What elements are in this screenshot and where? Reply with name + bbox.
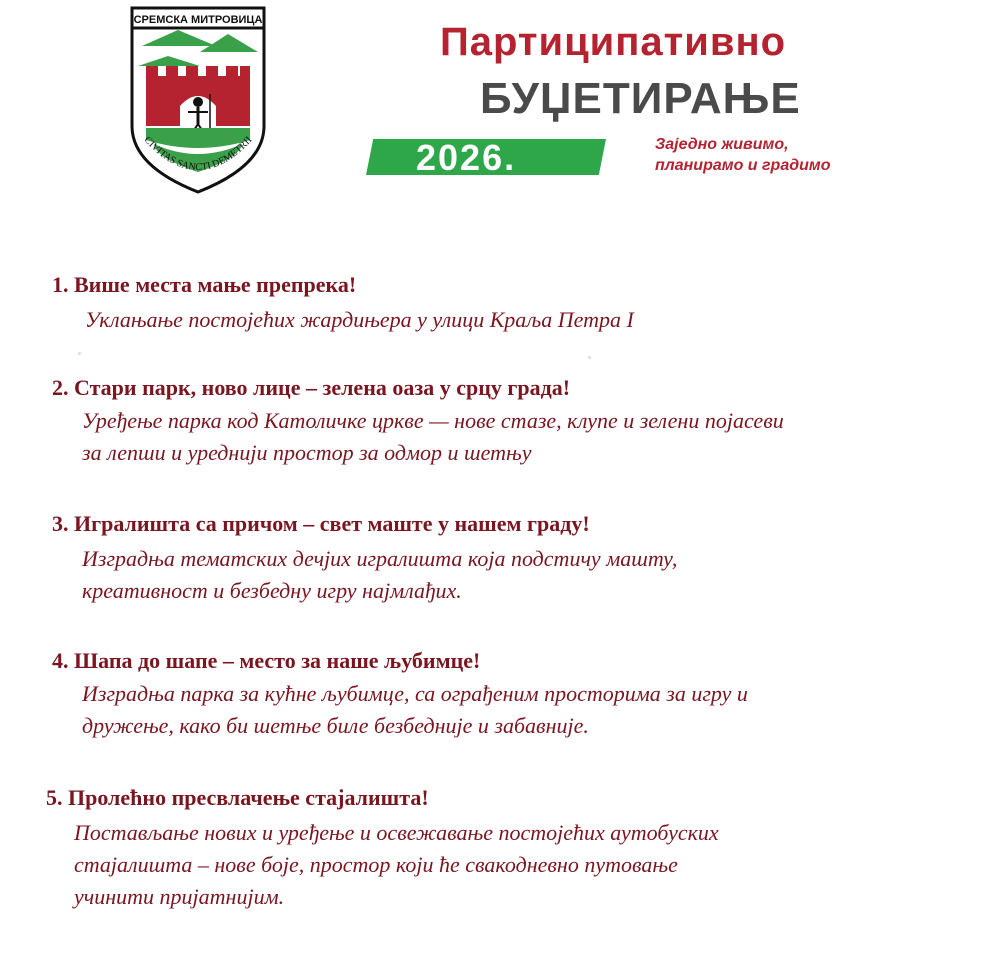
project-description	[82, 678, 748, 742]
project-description	[82, 405, 784, 469]
slogan	[655, 134, 831, 176]
project-item-1	[52, 272, 634, 336]
speck	[588, 356, 591, 359]
project-description-line: учинити пријатнијим.	[74, 884, 285, 909]
project-item-4	[52, 648, 748, 742]
project-description-line: Уређење парка код Католичке цркве — нове стазе, клупе и зелени појасеви	[82, 408, 784, 433]
header	[0, 0, 1000, 200]
project-description-line: дружење, како би шетње биле безбедније и забавније.	[82, 713, 589, 738]
project-item-2	[52, 375, 784, 469]
slogan-line-2: планирамо и градимо	[655, 157, 831, 174]
project-description-line: Уклањање постојећих жардињера у улици Краља Петра I	[85, 307, 634, 332]
project-title: 4. Шапа до шапе – место за наше љубимце!	[52, 648, 481, 673]
project-item-3	[52, 511, 677, 607]
project-title: 5. Пролећно пресвлачење стајалишта!	[46, 785, 429, 810]
project-title: 3. Игралишта са причом – свет маште у нашем граду!	[52, 511, 590, 536]
project-description-line: стајалишта – нове боје, простор који ће свакодневно путовање	[74, 852, 678, 877]
title-line-1: Партиципативно	[440, 20, 787, 64]
crest-top-text: СРЕМСКА МИТРОВИЦА	[133, 14, 263, 26]
project-description-line: Изградња тематских дечјих игралишта која подстичу машту,	[82, 546, 678, 571]
crest-motto: CIVITAS SANCTI DEMETRII	[141, 134, 255, 174]
project-description-line: Постављање нових и уређење и освежавање постојећих аутобуских	[74, 820, 719, 845]
city-crest-logo	[128, 6, 268, 194]
slogan-line-1: Заједно живимо,	[655, 136, 789, 153]
project-title: 2. Стари парк, ново лице – зелена оаза у срцу града!	[52, 375, 571, 400]
year-label: 2026.	[416, 137, 517, 178]
speck	[78, 352, 81, 355]
project-item-5	[46, 785, 719, 913]
project-description	[85, 304, 634, 336]
project-title: 1. Више места мање препрека!	[52, 272, 357, 297]
project-description-line: креативност и безбедну игру најмлађих.	[82, 578, 462, 603]
project-description	[74, 817, 719, 913]
crest-graphic	[128, 6, 268, 194]
project-description-line: за лепши и уреднији простор за одмор и шетњу	[82, 440, 532, 465]
project-description-line: Изградња парка за кућне љубимце, са ограђеним просторима за игру и	[82, 681, 748, 706]
project-description	[82, 543, 677, 607]
title-line-2: БУЏЕТИРАЊЕ	[480, 74, 801, 123]
